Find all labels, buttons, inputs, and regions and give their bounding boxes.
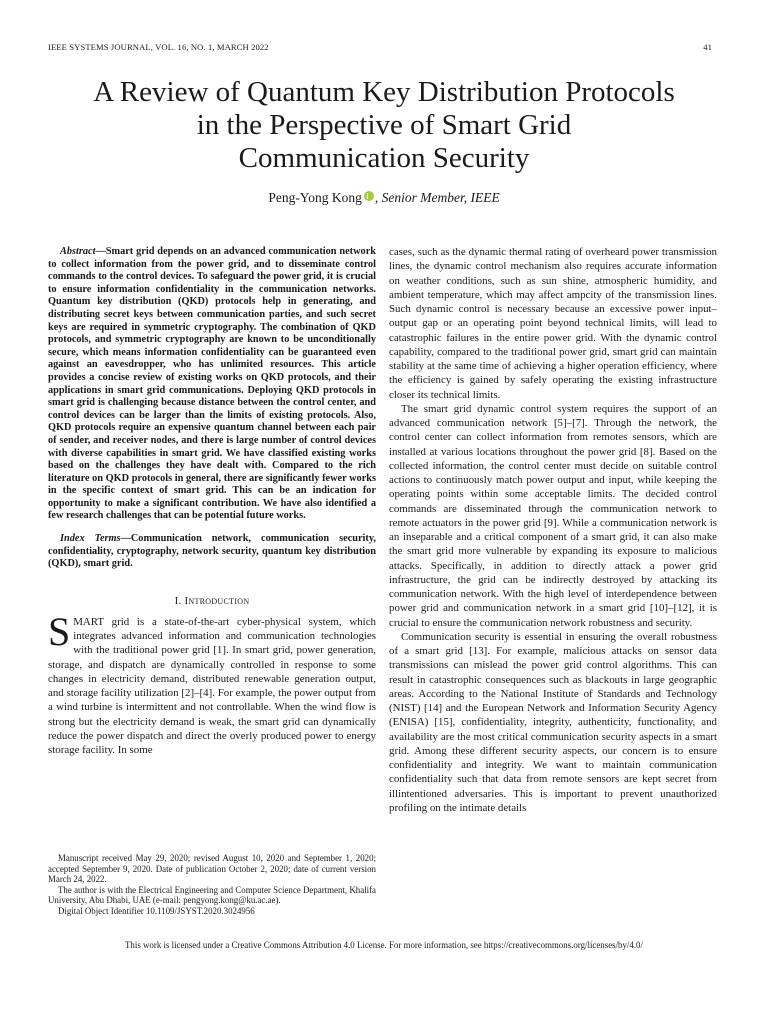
right-paragraph-3: Communication security is essential in ensuring the overall robustness of a smart grid [13]. For example, malicious attacks on sensor data transmissions can mislead the power grid control algorithms. This can result in catastrophic consequences such as blackouts in large geographic areas. According to the National Institute of Standards and Technology (NIST) [14] and the European Network and Information Security Agency (ENISA) [15], confidentiality, integrity, authenticity, functionality, and availability are the most critical communication security aspects in a smart grid. Among these different security aspects, our concern is to ensure confidentiality and integrity. We want to maintain communication confidentiality such that data from remote sensors are kept secret from illintentioned adversaries. This is important to prevent unauthorized profiling on the intimate details (389, 630, 717, 814)
footnotes (48, 853, 376, 917)
title-line-1: A Review of Quantum Key Distribution Protocols (93, 76, 675, 108)
paper-title (40, 76, 728, 175)
license-notice: This work is licensed under a Creative Commons Attribution 4.0 License. For more information, see https://creativecommons.org/licenses/by/4.0/ (125, 940, 643, 950)
intro-paragraph (48, 608, 376, 758)
title-line-3: Communication Security (238, 142, 530, 174)
footnote-doi: Digital Object Identifier 10.1109/JSYST.2020.3024956 (58, 905, 255, 916)
author-name: Peng-Yong Kong (268, 190, 362, 205)
author-role: Senior Member, IEEE (381, 190, 500, 205)
right-column (389, 245, 717, 815)
intro-text: MART grid is a state-of-the-art cyber-physical system, which integrates advanced information and communication technologies with the traditional power grid [1]. In smart grid, power generation, storage, and dispatch are dynamically controlled in response to some changes in electricity demand, distributed renewable generation output, and storage facility utilization [2]–[4]. For example, the power output from a wind turbine is intermittent and not controllable. When the wind flow is strong but the electricity demand is weak, the smart grid can dynamically reduce the power dispatch and direct the overly produced power to energy storage facility. In some (48, 615, 376, 757)
author-separator: , (374, 190, 379, 205)
abstract (48, 246, 376, 523)
drop-cap: S (48, 608, 71, 654)
title-line-2: in the Perspective of Smart Grid (196, 109, 572, 141)
section-numeral: I. (174, 594, 185, 607)
footnote-affiliation: The author is with the Electrical Engineering and Computer Science Department, Khalifa University, Abu Dhabi, UAE (e-mail: pengyong.kong@ku.ac.ae). (48, 884, 376, 906)
orcid-icon[interactable] (364, 191, 374, 201)
right-paragraph-2: The smart grid dynamic control system requires the support of an advanced communication network [5]–[7]. Through the network, the control center can collect information from remotes sensors, which are installed at various locations throughout the power grid [8]. Based on the collected information, the control center must decide on suitable control actions to continuously match power output and input, while keeping the operating points within some acceptable limits. The decided control commands are disseminated through the communication network to remote actuators in the power grid [9]. While a communication network is an inseparable and a critical component of a smart grid, it can also make the smart grid more vulnerable by expanding its exposure to malicious attacks. Specifically, in addition to directly attack a power grid infrastructure, the grid can be indirectly destroyed by attacking its communication network. With the high level of interdependence between power grid and communication network in a smart grid [10]–[12], it is crucial to ensure the communication network robustness and security. (389, 402, 717, 629)
index-terms-label: Index Terms (60, 533, 121, 545)
index-terms (48, 533, 376, 571)
section-title: Introduction (184, 594, 250, 607)
page-number: 41 (703, 42, 712, 52)
running-header: IEEE SYSTEMS JOURNAL, VOL. 16, NO. 1, MARCH 2022 (48, 42, 269, 52)
abstract-text: —Smart grid depends on an advanced communication network to collect information from the power grid, and to disseminate control commands to the control devices. To safeguard the power grid, it is crucial to ensure information confidentiality in the communication networks. Quantum key distribution (QKD) protocols help in generating, and distributing secret keys between communication parties, and such secret keys are required in symmetric cryptography. The combination of QKD protocols, and symmetric cryptography are known to be unconditionally secure, which means information confidentiality can be guaranteed even against an eavesdropper, who has unlimited resources. This article provides a concise review of existing works on QKD protocols, and their applications in smart grid communications. Deploying QKD protocols in smart grid is challenging because distance between the control center, and control devices can be larger than the limits of existing protocols. Also, QKD protocols require an expensive quantum channel between each pair of sender, and receiver nodes, and there is large number of control devices with diverse capabilities in smart grid. We have classified existing works based on the challenges they have dealt with. Compared to the rich literature on QKD protocols in general, there are significantly fewer works in the specific context of smart grid. This can be an indication for opportunity to make a significant contribution. We have also identified a few research challenges that can be potential future works. (48, 246, 376, 522)
author-line (0, 190, 768, 206)
right-paragraph-1: cases, such as the dynamic thermal rating of overheard power transmission lines, the dynamic control mechanism also requires accurate information on weather conditions, such as sun shine, atmospheric humidity, and ambient temperature, which may affect ampcity of the transmission lines. Such dynamic control is necessary because an excessive power input–output gap or an operating point beyond technical limits, will lead to catastrophic failures in the entire power grid. With the dynamic control capability, compared to the traditional power grid, smart grid can maintain stability at the same time of achieving a higher operation efficiency, where the efficiency is gained by safely operating the existing infrastructure closer its technical limits. (389, 246, 717, 401)
abstract-label: Abstract (60, 246, 96, 257)
left-column (48, 246, 376, 757)
section-heading (48, 595, 376, 607)
footnote-received: Manuscript received May 29, 2020; revised August 10, 2020 and September 1, 2020; accepted September 9, 2020. Date of publication October 2, 2020; date of current version March 24, 2022. (48, 853, 376, 885)
index-terms-text: —Communication network, communication security, confidentiality, cryptography, network security, quantum key distribution (QKD), smart grid. (48, 533, 376, 570)
